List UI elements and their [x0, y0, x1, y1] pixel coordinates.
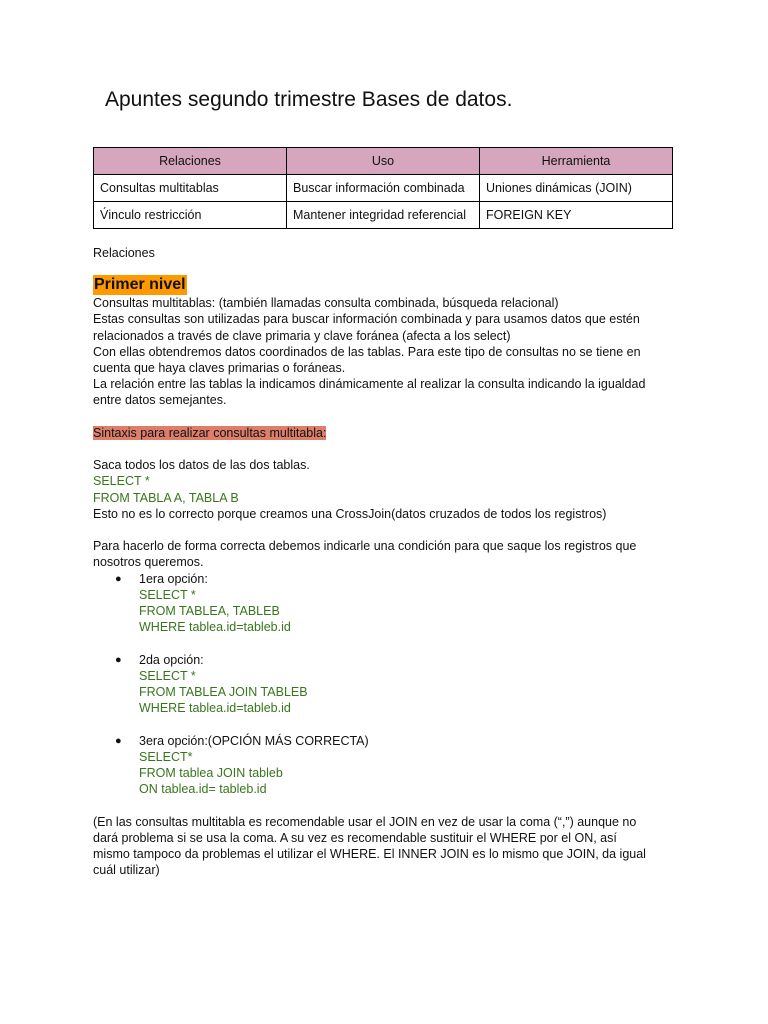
code-line: SELECT * — [93, 474, 150, 489]
section-label: Relaciones — [93, 246, 155, 260]
bullet-icon: ● — [115, 734, 122, 747]
table-header-cell: Uso — [287, 148, 480, 175]
text-line: Saca todos los datos de las dos tablas. — [93, 458, 310, 473]
text-line: La relación entre las tablas la indicamos dinámicamente al realizar la consulta indicando la igualdad — [93, 377, 646, 392]
code-line: FROM TABLA A, TABLA B — [93, 490, 239, 505]
text-line: nosotros queremos. — [93, 555, 204, 570]
text-line: (En las consultas multitabla es recomendable usar el JOIN en vez de usar la coma (“,”) aunque no — [93, 814, 637, 829]
text-line: cuenta que haya claves primarias o foráneas. — [93, 361, 346, 376]
code-line: FROM TABLEA JOIN TABLEB — [139, 685, 308, 700]
table-header-cell: Relaciones — [94, 148, 287, 175]
code-line: SELECT * — [139, 668, 196, 683]
list-item — [93, 733, 673, 798]
text-line: relacionados a través de clave primaria y clave foránea (afecta a los select) — [93, 328, 511, 343]
code-line: WHERE tablea.id=tableb.id — [139, 701, 291, 716]
text-line: Con ellas obtendremos datos coordinados de las tablas. Para este tipo de consultas no se tiene en — [93, 344, 641, 359]
table-header-row — [94, 148, 673, 175]
table-cell: Uniones dinámicas (JOIN) — [480, 175, 673, 202]
text-line: Esto no es lo correcto porque creamos una CrossJoin(datos cruzados de todos los registros) — [93, 506, 607, 521]
table-cell: Consultas multitablas — [94, 175, 287, 202]
table-row — [94, 175, 673, 202]
text-line: cuál utilizar) — [93, 863, 160, 878]
text-line: Consultas multitablas: (también llamadas consulta combinada, búsqueda relacional) — [93, 296, 559, 311]
option-label: 3era opción:(OPCIÓN MÁS CORRECTA) — [139, 733, 369, 748]
list-item — [93, 571, 673, 652]
option-label: 2da opción: — [139, 652, 204, 667]
option-label: 1era opción: — [139, 571, 208, 586]
list-item — [93, 652, 673, 733]
code-line: SELECT * — [139, 587, 196, 602]
code-line: SELECT* — [139, 749, 193, 764]
table-row — [94, 202, 673, 229]
table-cell: FOREIGN KEY — [480, 202, 673, 229]
bullet-icon: ● — [115, 653, 122, 666]
table-cell: Buscar información combinada — [287, 175, 480, 202]
code-line: FROM TABLEA, TABLEB — [139, 604, 280, 619]
code-line: WHERE tablea.id=tableb.id — [139, 620, 291, 635]
intro-paragraph — [93, 295, 673, 408]
text-line: Para hacerlo de forma correcta debemos indicarle una condición para que saque los registros que — [93, 539, 637, 554]
section-heading: Primer nivel — [94, 276, 186, 294]
options-list — [93, 571, 673, 798]
syntax-label: Sintaxis para realizar consultas multitabla: — [93, 425, 327, 440]
code-line: ON tablea.id= tableb.id — [139, 782, 267, 797]
text-line: dará problema si se usa la coma. A su vez es recomendable sustituir el WHERE por el ON, así — [93, 830, 617, 845]
table-cell: Mantener integridad referencial — [287, 202, 480, 229]
table-header-cell: Herramienta — [480, 148, 673, 175]
bullet-icon: ● — [115, 572, 122, 585]
code-line: FROM tablea JOIN tableb — [139, 766, 283, 781]
text-line: mismo tampoco da problemas el utilizar el WHERE. El INNER JOIN es lo mismo que JOIN, da igual — [93, 847, 646, 862]
summary-table — [93, 147, 673, 229]
closing-paragraph — [93, 814, 673, 879]
crossjoin-example — [93, 457, 673, 522]
text-line: Estas consultas son utilizadas para buscar información combinada y para usamos datos que estén — [93, 312, 640, 327]
text-line: entre datos semejantes. — [93, 393, 227, 408]
document-body — [93, 245, 673, 878]
document-title: Apuntes segundo trimestre Bases de datos. — [105, 88, 513, 111]
table-cell: V́inculo restricción — [94, 202, 287, 229]
